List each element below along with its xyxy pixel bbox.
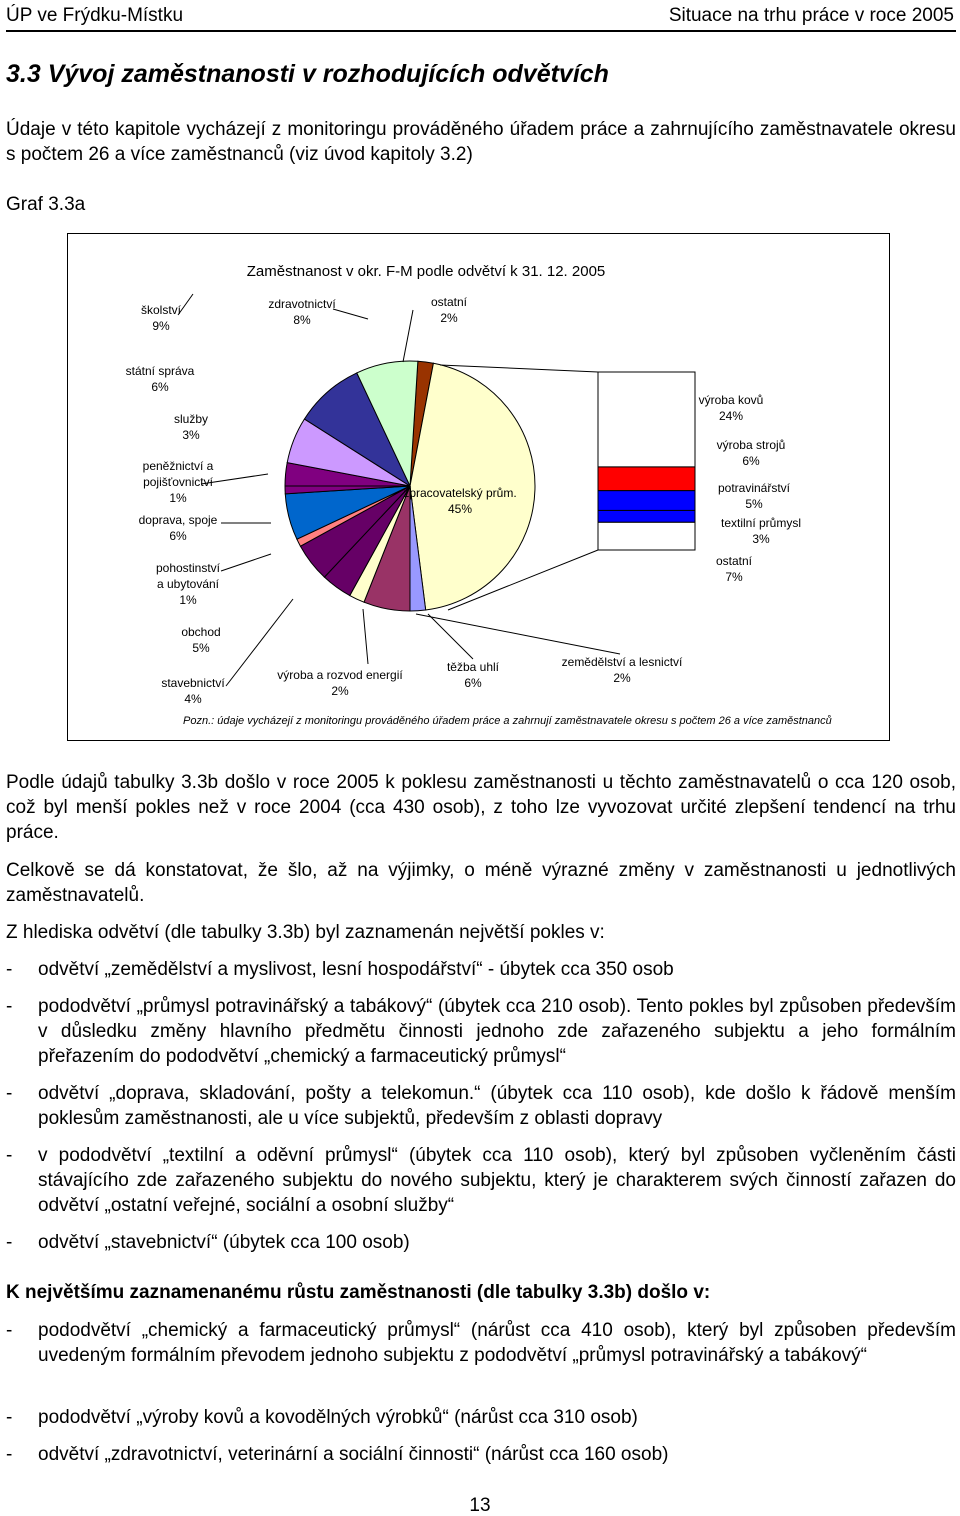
breakdown-segment <box>598 510 695 522</box>
slice-label: a ubytování <box>156 577 220 591</box>
slice-pct: 6% <box>151 380 169 394</box>
breakdown-segment <box>598 372 695 467</box>
header-left: ÚP ve Frýdku-Místku <box>6 5 184 26</box>
header-right: Situace na trhu práce v roce 2005 <box>668 5 954 26</box>
slice-label: služby <box>173 412 209 426</box>
slice-pct: 5% <box>745 497 763 511</box>
paragraph-1: Podle údajů tabulky 3.3b došlo v roce 2005 k poklesu zaměstnanosti u těchto zaměstnavatelů o cca 120 osob, což byl menší pokles než v roce 2004 (cca 430 osob), z toho lze vyvozovat určité zlepšení tendencí na trhu práce. <box>6 772 956 843</box>
slice-pct: 24% <box>718 409 744 423</box>
slice-pct: 7% <box>725 570 743 584</box>
decline-item: - odvětví „stavebnictví“ (úbytek cca 100 osob) <box>6 1232 410 1253</box>
slice-pct: 2% <box>331 684 349 698</box>
slice-pct: 5% <box>192 641 210 655</box>
slice-pct: 1% <box>169 491 187 505</box>
slice-label: těžba uhlí <box>446 660 500 674</box>
leader-line <box>221 554 271 571</box>
slice-label: výroba strojů <box>716 438 786 452</box>
chart-note: Pozn.: údaje vycházejí z monitoringu prováděného úřadem práce a zahrnují zaměstnavatele okresu s počtem 26 a více zaměstnanců <box>183 715 832 727</box>
connector-line <box>440 365 598 372</box>
decline-item: - odvětví „zemědělství a myslivost, lesní hospodářství“ - úbytek cca 350 osob <box>6 959 674 980</box>
growth-item: - pododvětví „chemický a farmaceutický průmysl“ (nárůst cca 410 osob), který byl způsoben především uvedeným formálním převodem jednoho subjektu z pododvětví „průmysl potravinářský a tabákový“ <box>6 1320 956 1366</box>
slice-label: ostatní <box>715 554 753 568</box>
slice-label: obchod <box>181 625 221 639</box>
header-rule <box>6 30 956 32</box>
slice-pct: 3% <box>182 428 200 442</box>
section-title: 3.3 Vývoj zaměstnanosti v rozhodujících odvětvích <box>6 60 609 88</box>
decline-item: - odvětví „doprava, skladování, pošty a telekomun.“ (úbytek cca 110 osob), kde došlo k řádově menším poklesům zaměstnanosti, ale u více subjektů, především z oblasti dopravy <box>6 1083 956 1129</box>
breakdown-segment <box>598 467 695 491</box>
slice-label: doprava, spoje <box>138 513 218 527</box>
page-number: 13 <box>469 1495 491 1516</box>
slice-pct: 8% <box>293 313 311 327</box>
slice-label: státní správa <box>125 364 195 378</box>
slice-label: peněžnictví a <box>142 459 214 473</box>
chart-title: Zaměstnanost v okr. F-M podle odvětví k 31. 12. 2005 <box>246 263 606 280</box>
slice-label: zpracovatelský prům. <box>403 486 517 500</box>
growth-item: - odvětví „zdravotnictví, veterinární a sociální činnosti“ (nárůst cca 160 osob) <box>6 1444 669 1465</box>
slice-label: výroba a rozvod energií <box>277 668 403 682</box>
slice-label: výroba kovů <box>698 393 764 407</box>
slice-label: pohostinství <box>155 561 221 575</box>
page-header <box>6 4 954 28</box>
slice-pct: 6% <box>464 676 482 690</box>
slice-label: pojišťovnictví <box>143 475 213 489</box>
slice-pct: 2% <box>613 671 631 685</box>
slice-label: školství <box>140 303 182 317</box>
leader-line <box>333 309 368 319</box>
slice-label: ostatní <box>430 295 468 309</box>
breakdown-segment <box>598 522 695 550</box>
growth-heading: K největšímu zaznamenanému růstu zaměstnanosti (dle tabulky 3.3b) došlo v: <box>6 1282 711 1303</box>
slice-pct: 1% <box>179 593 197 607</box>
growth-item: - pododvětví „výroby kovů a kovodělných výrobků“ (nárůst cca 310 osob) <box>6 1407 638 1428</box>
leader-line <box>416 614 620 654</box>
intro-paragraph: Údaje v této kapitole vycházejí z monitoringu prováděného úřadem práce a zahrnujícího zaměstnavatele okresu s počtem 26 a více zaměstnanců (viz úvod kapitoly 3.2) <box>6 119 956 165</box>
paragraph-2: Celkově se dá konstatovat, že šlo, až na výjimky, o méně výrazné změny v zaměstnanosti u jednotlivých zaměstnavatelů. <box>6 860 956 906</box>
slice-pct: 6% <box>169 529 187 543</box>
pie-chart-svg <box>68 234 891 742</box>
breakdown-segment <box>598 491 695 511</box>
slice-pct: 45% <box>447 502 473 516</box>
slice-pct: 9% <box>152 319 170 333</box>
pie-chart <box>67 233 890 741</box>
decline-item: - v pododvětví „textilní a oděvní průmysl“ (úbytek cca 110 osob), který byl způsoben vyčleněním části stávajícího zde zařazeného subjektu do nového subjektu, který je charakterem svých činností zařazen do odvětví „ostatní veřejné, sociální a osobní služby“ <box>6 1145 956 1216</box>
slice-label: zemědělství a lesnictví <box>561 655 683 669</box>
leader-line <box>403 310 413 362</box>
slice-pct: 4% <box>184 692 202 706</box>
graph-label: Graf 3.3a <box>6 194 86 215</box>
slice-label: zdravotnictví <box>268 297 336 311</box>
slice-pct: 2% <box>440 311 458 325</box>
slice-pct: 3% <box>752 532 770 546</box>
slice-label: stavebnictví <box>161 676 225 690</box>
paragraph-3: Z hlediska odvětví (dle tabulky 3.3b) byl zaznamenán největší pokles v: <box>6 922 605 943</box>
slice-label: textilní průmysl <box>720 516 802 530</box>
slice-label: potravinářství <box>717 481 791 495</box>
decline-item: - pododvětví „průmysl potravinářský a tabákový“ (úbytek cca 210 osob). Tento pokles byl způsoben především v důsledku změny hlavního předmětu činnosti jednoho zde zařazeného subjektu a jeho formálním přeřazením do pododvětví „chemický a farmaceutický průmysl“ <box>6 996 956 1067</box>
slice-pct: 6% <box>742 454 760 468</box>
leader-line <box>363 609 368 664</box>
